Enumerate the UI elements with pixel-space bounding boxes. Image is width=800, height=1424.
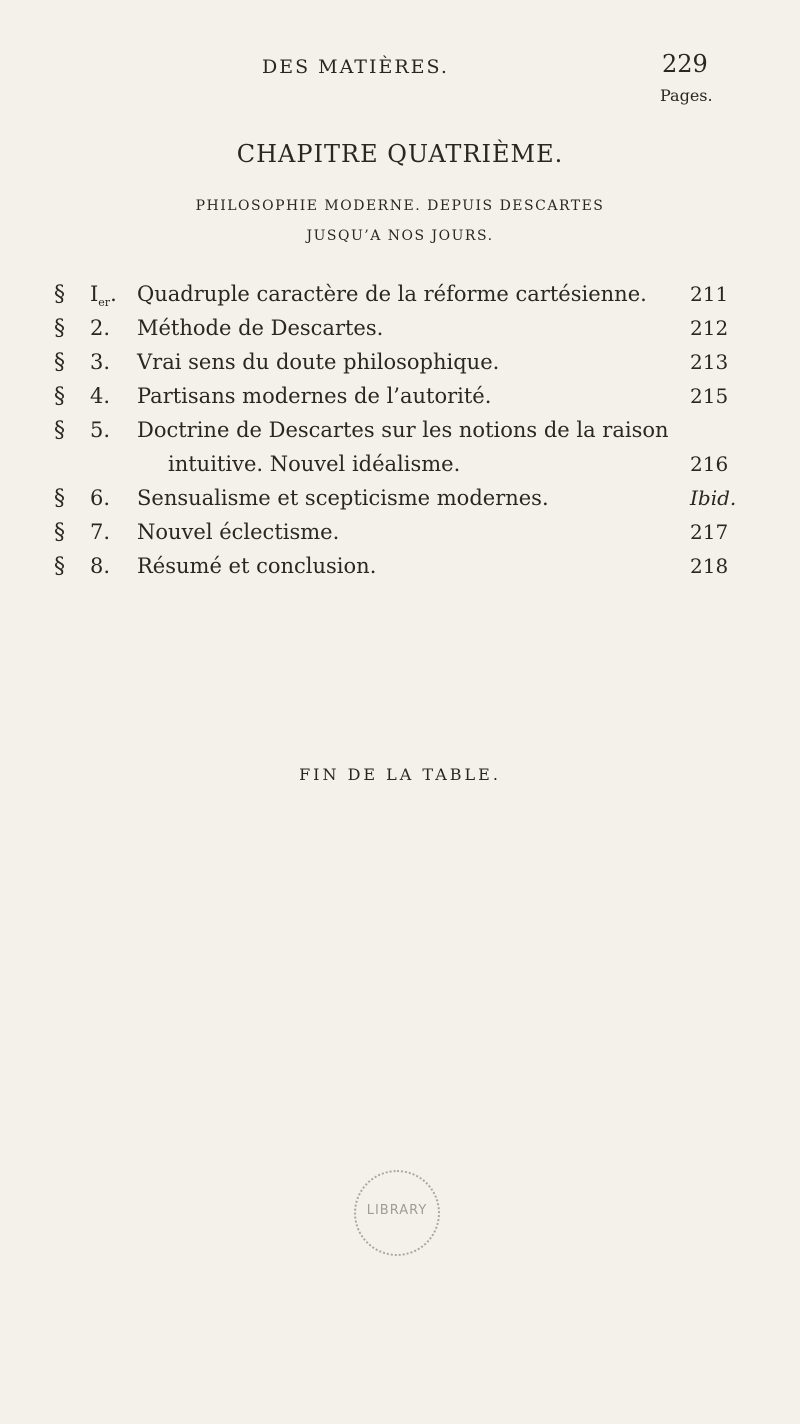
section-symbol: §: [54, 554, 65, 579]
running-title: DES MATIÈRES.: [262, 56, 449, 78]
toc-entry-4: [0, 384, 800, 418]
section-symbol: §: [54, 486, 65, 511]
entry-number: 5.: [90, 418, 111, 442]
toc-entry-5-continuation: [0, 452, 800, 486]
entry-title: Résumé et conclusion.: [137, 554, 377, 578]
entry-title: Doctrine de Descartes sur les notions de la raison: [137, 418, 669, 442]
chapter-subtitle-line-1: PHILOSOPHIE MODERNE. DEPUIS DESCARTES: [195, 198, 605, 214]
entry-page: 211: [690, 282, 729, 306]
entry-title: Nouvel éclectisme.: [137, 520, 340, 544]
entry-number: 6.: [90, 486, 111, 510]
entry-number: 2.: [90, 316, 111, 340]
chapter-title: CHAPITRE QUATRIÈME.: [236, 140, 564, 168]
running-head: [0, 50, 800, 86]
entry-title: Sensualisme et scepticisme modernes.: [137, 486, 549, 510]
entry-title: Partisans modernes de l’autorité.: [137, 384, 492, 408]
section-symbol: §: [54, 282, 65, 307]
section-symbol: §: [54, 316, 65, 341]
entry-number: 8.: [90, 554, 111, 578]
end-of-table: FIN DE LA TABLE.: [299, 765, 501, 784]
section-symbol: §: [54, 520, 65, 545]
library-stamp-text: LIBRARY: [366, 1203, 428, 1218]
entry-page: 218: [690, 554, 729, 578]
entry-page: Ibid.: [690, 486, 737, 510]
entry-title: Quadruple caractère de la réforme cartésienne.: [137, 282, 647, 306]
toc-entry-7: [0, 520, 800, 554]
pages-column-label: Pages.: [660, 86, 713, 105]
toc-entry-1: [0, 282, 800, 316]
section-symbol: §: [54, 418, 65, 443]
entry-number: 3.: [90, 350, 111, 374]
entry-title-continuation: intuitive. Nouvel idéalisme.: [168, 452, 461, 476]
entry-title: Méthode de Descartes.: [137, 316, 384, 340]
chapter-subtitle-line-2: JUSQU’A NOS JOURS.: [306, 228, 494, 244]
entry-page: 212: [690, 316, 729, 340]
toc-entry-3: [0, 350, 800, 384]
toc-entry-2: [0, 316, 800, 350]
toc-entry-5: [0, 418, 800, 452]
toc-entry-6: [0, 486, 800, 520]
entry-number-suffix: er: [98, 296, 111, 310]
section-symbol: §: [54, 350, 65, 375]
entry-page: 217: [690, 520, 729, 544]
section-symbol: §: [54, 384, 65, 409]
entry-number: 4.: [90, 384, 111, 408]
library-stamp: [354, 1170, 440, 1256]
entry-number: 7.: [90, 520, 111, 544]
page-number: 229: [662, 50, 708, 78]
entry-page: 215: [690, 384, 729, 408]
entry-number: $I_{er}$.: [90, 282, 117, 310]
entry-title: Vrai sens du doute philosophique.: [137, 350, 500, 374]
toc-entry-8: [0, 554, 800, 588]
entry-page: 216: [690, 452, 729, 476]
entry-page: 213: [690, 350, 729, 374]
